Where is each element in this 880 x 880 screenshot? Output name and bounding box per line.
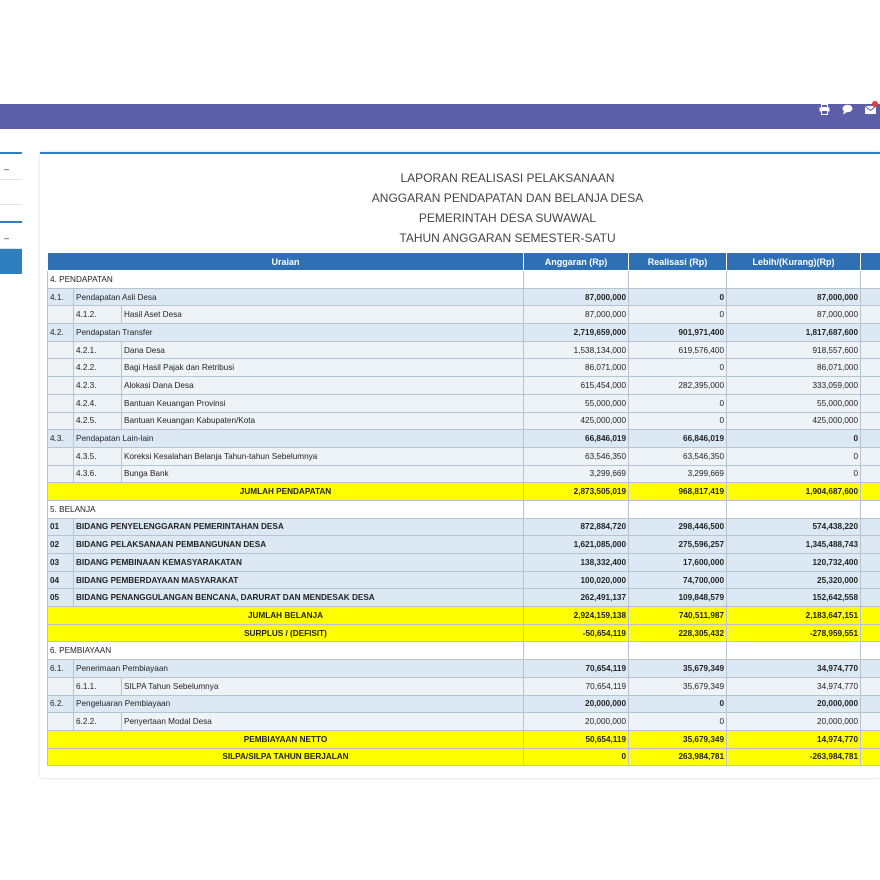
anggaran-cell: 425,000,000 bbox=[524, 412, 629, 430]
anggaran-cell: -50,654,119 bbox=[524, 624, 629, 642]
lebih-kurang-cell: 25,320,000 bbox=[727, 571, 861, 589]
table-row bbox=[48, 306, 880, 324]
label-cell: BIDANG PENANGGULANGAN BENCANA, DARURAT DAN MENDESAK DESA bbox=[74, 589, 524, 607]
code-cell: 04 bbox=[48, 571, 74, 589]
realisasi-cell: 619,576,400 bbox=[629, 341, 727, 359]
header-lebih-kurang: Lebih/(Kurang)(Rp) bbox=[727, 253, 861, 271]
indent-cell bbox=[48, 306, 74, 324]
table-row bbox=[48, 713, 880, 731]
table-row bbox=[48, 430, 880, 448]
anggaran-cell: 87,000,000 bbox=[524, 306, 629, 324]
code-cell: 4.3.6. bbox=[74, 465, 122, 483]
navbar-icons bbox=[819, 104, 876, 117]
table-row bbox=[48, 730, 880, 748]
extra-cell bbox=[861, 518, 880, 536]
anggaran-cell: 63,546,350 bbox=[524, 447, 629, 465]
extra-cell bbox=[861, 271, 880, 289]
table-row bbox=[48, 412, 880, 430]
table-row bbox=[48, 341, 880, 359]
extra-cell bbox=[861, 500, 880, 518]
realisasi-cell: 0 bbox=[629, 288, 727, 306]
anggaran-cell: 55,000,000 bbox=[524, 394, 629, 412]
extra-cell bbox=[861, 589, 880, 607]
realisasi-cell: 0 bbox=[629, 695, 727, 713]
lebih-kurang-cell: 425,000,000 bbox=[727, 412, 861, 430]
lebih-kurang-cell bbox=[727, 500, 861, 518]
side-panel-box-1 bbox=[0, 152, 22, 180]
extra-cell bbox=[861, 430, 880, 448]
label-cell: BIDANG PEMBERDAYAAN MASYARAKAT bbox=[74, 571, 524, 589]
anggaran-cell: 87,000,000 bbox=[524, 288, 629, 306]
table-row bbox=[48, 518, 880, 536]
anggaran-cell bbox=[524, 642, 629, 660]
code-cell: 4.2.3. bbox=[74, 377, 122, 395]
indent-cell bbox=[48, 447, 74, 465]
lebih-kurang-cell: 2,183,647,151 bbox=[727, 607, 861, 625]
anggaran-cell: 3,299,669 bbox=[524, 465, 629, 483]
report-title-line: LAPORAN REALISASI PELAKSANAAN bbox=[400, 171, 615, 185]
realisasi-cell: 17,600,000 bbox=[629, 554, 727, 572]
extra-cell bbox=[861, 394, 880, 412]
anggaran-cell: 50,654,119 bbox=[524, 730, 629, 748]
lebih-kurang-cell: 1,904,687,600 bbox=[727, 483, 861, 501]
table-row bbox=[48, 748, 880, 766]
report-title-line: ANGGARAN PENDAPATAN DAN BELANJA DESA bbox=[371, 191, 644, 205]
extra-cell bbox=[861, 341, 880, 359]
table-row bbox=[48, 447, 880, 465]
lebih-kurang-cell: 574,438,220 bbox=[727, 518, 861, 536]
label-cell: BIDANG PEMBINAAN KEMASYARAKATAN bbox=[74, 554, 524, 572]
extra-cell bbox=[861, 642, 880, 660]
section-label-cell: 5. BELANJA bbox=[48, 500, 524, 518]
code-cell: 6.1. bbox=[48, 660, 74, 678]
total-label-cell: JUMLAH PENDAPATAN bbox=[48, 483, 524, 501]
table-row bbox=[48, 324, 880, 342]
table-row bbox=[48, 377, 880, 395]
code-cell: 4.2. bbox=[48, 324, 74, 342]
extra-cell bbox=[861, 730, 880, 748]
label-cell: Bantuan Keuangan Kabupaten/Kota bbox=[122, 412, 524, 430]
side-panel-box-2 bbox=[0, 221, 22, 249]
header-extra bbox=[861, 253, 880, 271]
label-cell: BIDANG PELAKSANAAN PEMBANGUNAN DESA bbox=[74, 536, 524, 554]
anggaran-cell: 2,873,505,019 bbox=[524, 483, 629, 501]
label-cell: Pendapatan Lain-lain bbox=[74, 430, 524, 448]
lebih-kurang-cell: 86,071,000 bbox=[727, 359, 861, 377]
realisasi-cell: 901,971,400 bbox=[629, 324, 727, 342]
extra-cell bbox=[861, 359, 880, 377]
lebih-kurang-cell: 0 bbox=[727, 430, 861, 448]
label-cell: Pengeluaran Pembiayaan bbox=[74, 695, 524, 713]
total-label-cell: SILPA/SILPA TAHUN BERJALAN bbox=[48, 748, 524, 766]
table-row bbox=[48, 607, 880, 625]
table-row bbox=[48, 677, 880, 695]
code-cell: 6.2.2. bbox=[74, 713, 122, 731]
table-row bbox=[48, 394, 880, 412]
report-title-line: TAHUN ANGGARAN SEMESTER-SATU bbox=[399, 231, 616, 245]
extra-cell bbox=[861, 536, 880, 554]
extra-cell bbox=[861, 554, 880, 572]
realisasi-cell: 0 bbox=[629, 359, 727, 377]
code-cell: 6.2. bbox=[48, 695, 74, 713]
code-cell: 05 bbox=[48, 589, 74, 607]
anggaran-cell: 20,000,000 bbox=[524, 713, 629, 731]
table-row bbox=[48, 536, 880, 554]
realisasi-cell: 275,596,257 bbox=[629, 536, 727, 554]
table-body bbox=[48, 271, 880, 766]
realisasi-cell: 968,817,419 bbox=[629, 483, 727, 501]
code-cell: 4.3.5. bbox=[74, 447, 122, 465]
report-table-container[interactable] bbox=[47, 252, 880, 766]
realisasi-cell: 0 bbox=[629, 713, 727, 731]
total-label-cell: PEMBIAYAAN NETTO bbox=[48, 730, 524, 748]
anggaran-cell: 138,332,400 bbox=[524, 554, 629, 572]
indent-cell bbox=[48, 465, 74, 483]
realisasi-cell: 63,546,350 bbox=[629, 447, 727, 465]
anggaran-cell: 1,621,085,000 bbox=[524, 536, 629, 554]
code-cell: 02 bbox=[48, 536, 74, 554]
lebih-kurang-cell: -278,959,551 bbox=[727, 624, 861, 642]
code-cell: 4.2.2. bbox=[74, 359, 122, 377]
label-cell: Bagi Hasil Pajak dan Retribusi bbox=[122, 359, 524, 377]
realisasi-cell: 0 bbox=[629, 306, 727, 324]
lebih-kurang-cell: 152,642,558 bbox=[727, 589, 861, 607]
anggaran-cell: 1,538,134,000 bbox=[524, 341, 629, 359]
realisasi-cell: 282,395,000 bbox=[629, 377, 727, 395]
code-cell: 01 bbox=[48, 518, 74, 536]
side-panel-active-item[interactable] bbox=[0, 249, 22, 274]
extra-cell bbox=[861, 412, 880, 430]
code-cell: 4.2.4. bbox=[74, 394, 122, 412]
extra-cell bbox=[861, 571, 880, 589]
table-row bbox=[48, 554, 880, 572]
extra-cell bbox=[861, 288, 880, 306]
report-table bbox=[47, 252, 880, 766]
collapse-icon[interactable]: – bbox=[4, 164, 10, 174]
total-label-cell: JUMLAH BELANJA bbox=[48, 607, 524, 625]
anggaran-cell: 2,719,659,000 bbox=[524, 324, 629, 342]
realisasi-cell bbox=[629, 642, 727, 660]
lebih-kurang-cell: 87,000,000 bbox=[727, 306, 861, 324]
table-row bbox=[48, 500, 880, 518]
anggaran-cell: 2,924,159,138 bbox=[524, 607, 629, 625]
code-cell: 4.2.1. bbox=[74, 341, 122, 359]
header-realisasi: Realisasi (Rp) bbox=[629, 253, 727, 271]
table-row bbox=[48, 660, 880, 678]
realisasi-cell: 35,679,349 bbox=[629, 730, 727, 748]
table-row bbox=[48, 589, 880, 607]
realisasi-cell: 263,984,781 bbox=[629, 748, 727, 766]
realisasi-cell bbox=[629, 271, 727, 289]
section-label-cell: 6. PEMBIAYAAN bbox=[48, 642, 524, 660]
indent-cell bbox=[48, 412, 74, 430]
table-row bbox=[48, 624, 880, 642]
indent-cell bbox=[48, 341, 74, 359]
indent-cell bbox=[48, 359, 74, 377]
side-panel-row bbox=[0, 180, 22, 205]
label-cell: Pendapatan Transfer bbox=[74, 324, 524, 342]
table-row bbox=[48, 642, 880, 660]
extra-cell bbox=[861, 677, 880, 695]
extra-cell bbox=[861, 660, 880, 678]
lebih-kurang-cell bbox=[727, 271, 861, 289]
label-cell: Koreksi Kesalahan Belanja Tahun-tahun Sebelumnya bbox=[122, 447, 524, 465]
indent-cell bbox=[48, 394, 74, 412]
label-cell: Dana Desa bbox=[122, 341, 524, 359]
lebih-kurang-cell: -263,984,781 bbox=[727, 748, 861, 766]
realisasi-cell: 298,446,500 bbox=[629, 518, 727, 536]
label-cell: Bunga Bank bbox=[122, 465, 524, 483]
lebih-kurang-cell: 20,000,000 bbox=[727, 695, 861, 713]
realisasi-cell: 35,679,349 bbox=[629, 677, 727, 695]
lebih-kurang-cell: 34,974,770 bbox=[727, 660, 861, 678]
section-label-cell: 4. PENDAPATAN bbox=[48, 271, 524, 289]
realisasi-cell: 0 bbox=[629, 394, 727, 412]
label-cell: Penyertaan Modal Desa bbox=[122, 713, 524, 731]
label-cell: Bantuan Keuangan Provinsi bbox=[122, 394, 524, 412]
anggaran-cell: 66,846,019 bbox=[524, 430, 629, 448]
extra-cell bbox=[861, 695, 880, 713]
table-row bbox=[48, 571, 880, 589]
lebih-kurang-cell: 87,000,000 bbox=[727, 288, 861, 306]
label-cell: Penerimaan Pembiayaan bbox=[74, 660, 524, 678]
label-cell: Pendapatan Asli Desa bbox=[74, 288, 524, 306]
table-row bbox=[48, 465, 880, 483]
realisasi-cell: 3,299,669 bbox=[629, 465, 727, 483]
lebih-kurang-cell: 55,000,000 bbox=[727, 394, 861, 412]
extra-cell bbox=[861, 607, 880, 625]
header-uraian: Uraian bbox=[48, 253, 524, 271]
report-title-line: PEMERINTAH DESA SUWAWAL bbox=[418, 211, 597, 225]
notification-badge bbox=[872, 101, 878, 107]
realisasi-cell: 66,846,019 bbox=[629, 430, 727, 448]
top-navbar bbox=[0, 104, 880, 129]
code-cell: 4.1.2. bbox=[74, 306, 122, 324]
anggaran-cell bbox=[524, 271, 629, 289]
report-title bbox=[40, 168, 880, 248]
lebih-kurang-cell: 1,345,488,743 bbox=[727, 536, 861, 554]
extra-cell bbox=[861, 377, 880, 395]
code-cell: 4.3. bbox=[48, 430, 74, 448]
extra-cell bbox=[861, 713, 880, 731]
lebih-kurang-cell: 0 bbox=[727, 465, 861, 483]
code-cell: 6.1.1. bbox=[74, 677, 122, 695]
lebih-kurang-cell: 34,974,770 bbox=[727, 677, 861, 695]
anggaran-cell: 100,020,000 bbox=[524, 571, 629, 589]
extra-cell bbox=[861, 465, 880, 483]
extra-cell bbox=[861, 748, 880, 766]
code-cell: 03 bbox=[48, 554, 74, 572]
realisasi-cell: 109,848,579 bbox=[629, 589, 727, 607]
print-icon[interactable] bbox=[819, 104, 830, 118]
code-cell: 4.2.5. bbox=[74, 412, 122, 430]
extra-cell bbox=[861, 624, 880, 642]
extra-cell bbox=[861, 483, 880, 501]
extra-cell bbox=[861, 306, 880, 324]
mail-icon[interactable] bbox=[865, 104, 876, 118]
label-cell: Alokasi Dana Desa bbox=[122, 377, 524, 395]
realisasi-cell bbox=[629, 500, 727, 518]
table-row bbox=[48, 359, 880, 377]
lebih-kurang-cell: 0 bbox=[727, 447, 861, 465]
anggaran-cell: 615,454,000 bbox=[524, 377, 629, 395]
indent-cell bbox=[48, 377, 74, 395]
lebih-kurang-cell: 918,557,600 bbox=[727, 341, 861, 359]
anggaran-cell: 872,884,720 bbox=[524, 518, 629, 536]
lebih-kurang-cell: 1,817,687,600 bbox=[727, 324, 861, 342]
realisasi-cell: 740,511,987 bbox=[629, 607, 727, 625]
realisasi-cell: 0 bbox=[629, 412, 727, 430]
table-row bbox=[48, 695, 880, 713]
label-cell: Hasil Aset Desa bbox=[122, 306, 524, 324]
indent-cell bbox=[48, 713, 74, 731]
table-row bbox=[48, 288, 880, 306]
realisasi-cell: 35,679,349 bbox=[629, 660, 727, 678]
header-anggaran: Anggaran (Rp) bbox=[524, 253, 629, 271]
anggaran-cell: 86,071,000 bbox=[524, 359, 629, 377]
table-header-row bbox=[48, 253, 880, 271]
anggaran-cell: 20,000,000 bbox=[524, 695, 629, 713]
chat-icon[interactable] bbox=[842, 104, 853, 118]
anggaran-cell: 0 bbox=[524, 748, 629, 766]
lebih-kurang-cell: 20,000,000 bbox=[727, 713, 861, 731]
realisasi-cell: 74,700,000 bbox=[629, 571, 727, 589]
label-cell: BIDANG PENYELENGGARAN PEMERINTAHAN DESA bbox=[74, 518, 524, 536]
realisasi-cell: 228,305,432 bbox=[629, 624, 727, 642]
anggaran-cell: 70,654,119 bbox=[524, 677, 629, 695]
collapse-icon[interactable]: – bbox=[4, 233, 10, 243]
extra-cell bbox=[861, 324, 880, 342]
anggaran-cell: 70,654,119 bbox=[524, 660, 629, 678]
total-label-cell: SURPLUS / (DEFISIT) bbox=[48, 624, 524, 642]
code-cell: 4.1. bbox=[48, 288, 74, 306]
extra-cell bbox=[861, 447, 880, 465]
label-cell: SILPA Tahun Sebelumnya bbox=[122, 677, 524, 695]
indent-cell bbox=[48, 677, 74, 695]
lebih-kurang-cell: 14,974,770 bbox=[727, 730, 861, 748]
lebih-kurang-cell: 120,732,400 bbox=[727, 554, 861, 572]
table-row bbox=[48, 483, 880, 501]
anggaran-cell: 262,491,137 bbox=[524, 589, 629, 607]
lebih-kurang-cell: 333,059,000 bbox=[727, 377, 861, 395]
anggaran-cell bbox=[524, 500, 629, 518]
table-row bbox=[48, 271, 880, 289]
lebih-kurang-cell bbox=[727, 642, 861, 660]
